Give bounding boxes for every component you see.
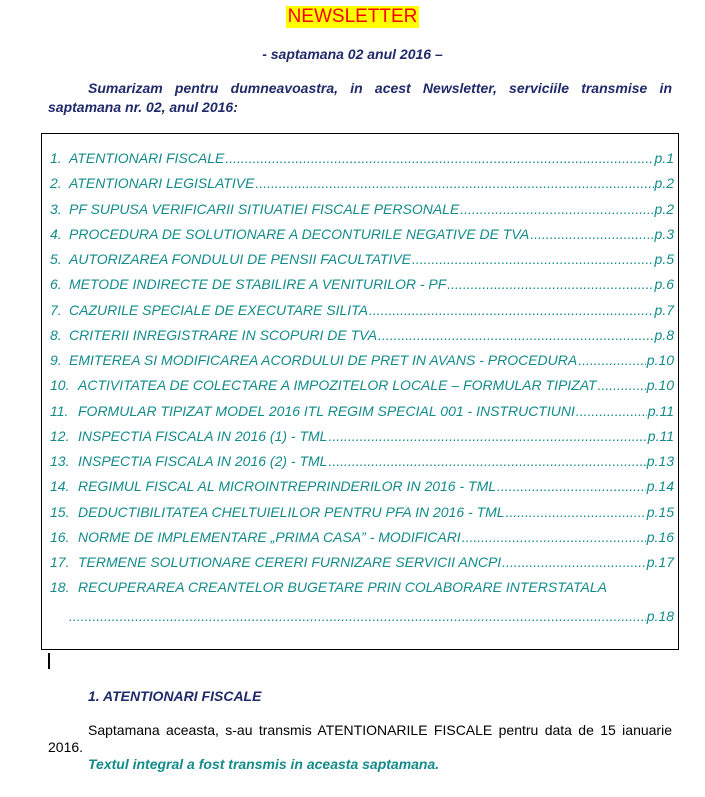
toc-entry[interactable] [50,427,674,452]
newsletter-title: NEWSLETTER [287,6,418,27]
toc-entry-number: 5. [50,251,62,267]
toc-entry-title: METODE INDIRECTE DE STABILIRE A VENITURILOR - PF [69,276,447,293]
toc-entry[interactable] [50,149,674,174]
toc-entry-page: p.6 [654,276,674,293]
toc-entry-page: p.10 [646,377,674,394]
toc-entry-page: p.18 [646,607,674,624]
toc-entry-number: 14. [50,478,70,495]
toc-entry-title: CAZURILE SPECIALE DE EXECUTARE SILITA [69,301,369,318]
toc-entry-title: TERMENE SOLUTIONARE CERERI FURNIZARE SERVICII ANCPI [78,554,502,570]
toc-entry[interactable] [50,174,674,199]
toc-entry-title: AUTORIZAREA FONDULUI DE PENSII FACULTATIVE [69,251,412,267]
toc-entry[interactable] [50,503,674,528]
toc-entry-leader [530,225,653,243]
toc-entry-number: 11. [50,402,69,419]
intro-paragraph: Sumarizam pentru dumneavoastra, in acest Newsletter, serviciile transmise in saptamana nr. 02, anul 2016: [48,80,672,115]
toc-entry-title: INSPECTIA FISCALA IN 2016 (1) - TML [78,427,328,444]
toc-entry-page: p.14 [646,478,674,495]
toc-entry-number: 16. [50,528,70,545]
toc-entry-number: 4. [50,225,62,242]
toc-entry-page: p.16 [646,528,674,545]
toc-entry-leader [412,250,654,268]
toc-entry-title: FORMULAR TIPIZAT MODEL 2016 ITL REGIM SPECIAL 001 - INSTRUCTIUNI [78,402,575,419]
toc-entry-number: 10. [50,377,70,394]
toc-entry-number: 12. [50,427,70,444]
toc-entry-title: EMITEREA SI MODIFICAREA ACORDULUI DE PRET IN AVANS - PROCEDURA [69,352,578,368]
toc-entry-title: REGIMUL FISCAL AL MICROINTREPRINDERILOR IN 2016 - TML [78,478,497,495]
toc-entry-title: PF SUPUSA VERIFICARII SITIUATIEI FISCALE PERSONALE [69,200,460,217]
toc-entry-page: p.15 [646,503,674,520]
toc-entry-page: p.2 [654,175,674,192]
toc-entry[interactable] [50,326,674,351]
toc-entry-continuation [50,607,674,625]
toc-entry-title: DEDUCTIBILITATEA CHELTUIELILOR PENTRU PFA IN 2016 - TML [78,503,505,520]
toc-entry-page: p.17 [646,554,674,570]
toc-entry[interactable] [50,275,674,300]
toc-entry-number: 6. [50,276,62,293]
toc-entry-number: 1. [50,150,62,166]
toc-entry-leader [447,275,653,293]
toc-entry-leader [462,528,646,546]
toc-entry[interactable] [50,225,674,250]
table-of-contents [41,133,679,650]
toc-entry-title: PROCEDURA DE SOLUTIONARE A DECONTURILE NEGATIVE DE TVA [69,225,530,242]
toc-entry-leader [460,200,653,218]
toc-entry[interactable] [50,477,674,502]
toc-entry-title: RECUPERAREA CREANTELOR BUGETARE PRIN COLABORARE INTERSTATALA [78,579,607,596]
toc-entry[interactable] [50,402,674,427]
text-cursor [48,653,50,669]
toc-entry-leader [506,503,646,521]
toc-entry-number: 9. [50,352,62,368]
toc-entry-page: p.8 [654,326,674,343]
toc-entry-number: 15. [50,503,70,520]
toc-entry[interactable] [50,452,674,477]
toc-entry[interactable] [50,578,674,628]
toc-entry-number: 7. [50,301,62,318]
toc-entry-number: 3. [50,200,62,217]
toc-entry-title: CRITERII INREGISTRARE IN SCOPURI DE TVA [69,326,378,343]
section-note: Textul integral a fost transmis in aceasta saptamana. [88,756,440,772]
section-heading: 1. ATENTIONARI FISCALE [88,688,262,704]
toc-entry-title: NORME DE IMPLEMENTARE „PRIMA CASA” - MODIFICARI [78,528,461,545]
toc-entry-leader [328,452,645,470]
toc-entry[interactable] [50,250,674,275]
toc-entry-leader [255,174,653,192]
toc-entry-title: ATENTIONARI LEGISLATIVE [69,175,255,192]
toc-entry-page: p.13 [646,453,674,469]
toc-entry[interactable] [50,376,674,401]
toc-entry-number: 13. [50,453,70,469]
toc-entry[interactable] [50,351,674,376]
toc-entry-page: p.11 [647,402,674,419]
toc-entry-leader [378,326,653,344]
title-container [0,6,705,28]
toc-entry-leader [225,149,653,167]
toc-entry[interactable] [50,301,674,326]
toc-entry-page: p.10 [646,352,674,368]
toc-entry-number: 8. [50,326,62,343]
toc-entry-leader [328,427,646,445]
toc-entry-leader [497,477,646,495]
newsletter-subtitle: - saptamana 02 anul 2016 – [262,46,443,62]
toc-entry[interactable] [50,553,674,578]
toc-entry-title: ACTIVITATEA DE COLECTARE A IMPOZITELOR LOCALE – FORMULAR TIPIZAT [78,377,597,394]
toc-entry[interactable] [50,528,674,553]
section-body: Saptamana aceasta, s-au transmis ATENTIONARILE FISCALE pentru data de 15 ianuarie 2016. [48,722,672,755]
toc-entry-page: p.3 [654,225,674,242]
toc-entry-leader [598,376,646,394]
toc-entry-page: p.5 [654,251,674,267]
toc-entry-page: p.7 [654,301,674,318]
toc-entry-title: ATENTIONARI FISCALE [69,150,225,166]
toc-entry-leader [369,301,654,319]
toc-entry-page: p.1 [654,150,674,166]
toc-entry-leader [578,351,646,369]
toc-entry-number: 17. [50,554,70,570]
toc-entry-page: p.2 [654,200,674,217]
toc-entry-page: p.11 [647,427,674,444]
toc-entry-number: 18. [50,579,70,596]
toc-entry-title: INSPECTIA FISCALA IN 2016 (2) - TML [78,453,328,469]
toc-entry-leader [502,553,646,571]
toc-entry[interactable] [50,200,674,225]
toc-entry-leader [576,402,647,420]
toc-list [50,149,674,628]
toc-entry-number: 2. [50,175,62,192]
toc-entry-leader [69,607,646,625]
